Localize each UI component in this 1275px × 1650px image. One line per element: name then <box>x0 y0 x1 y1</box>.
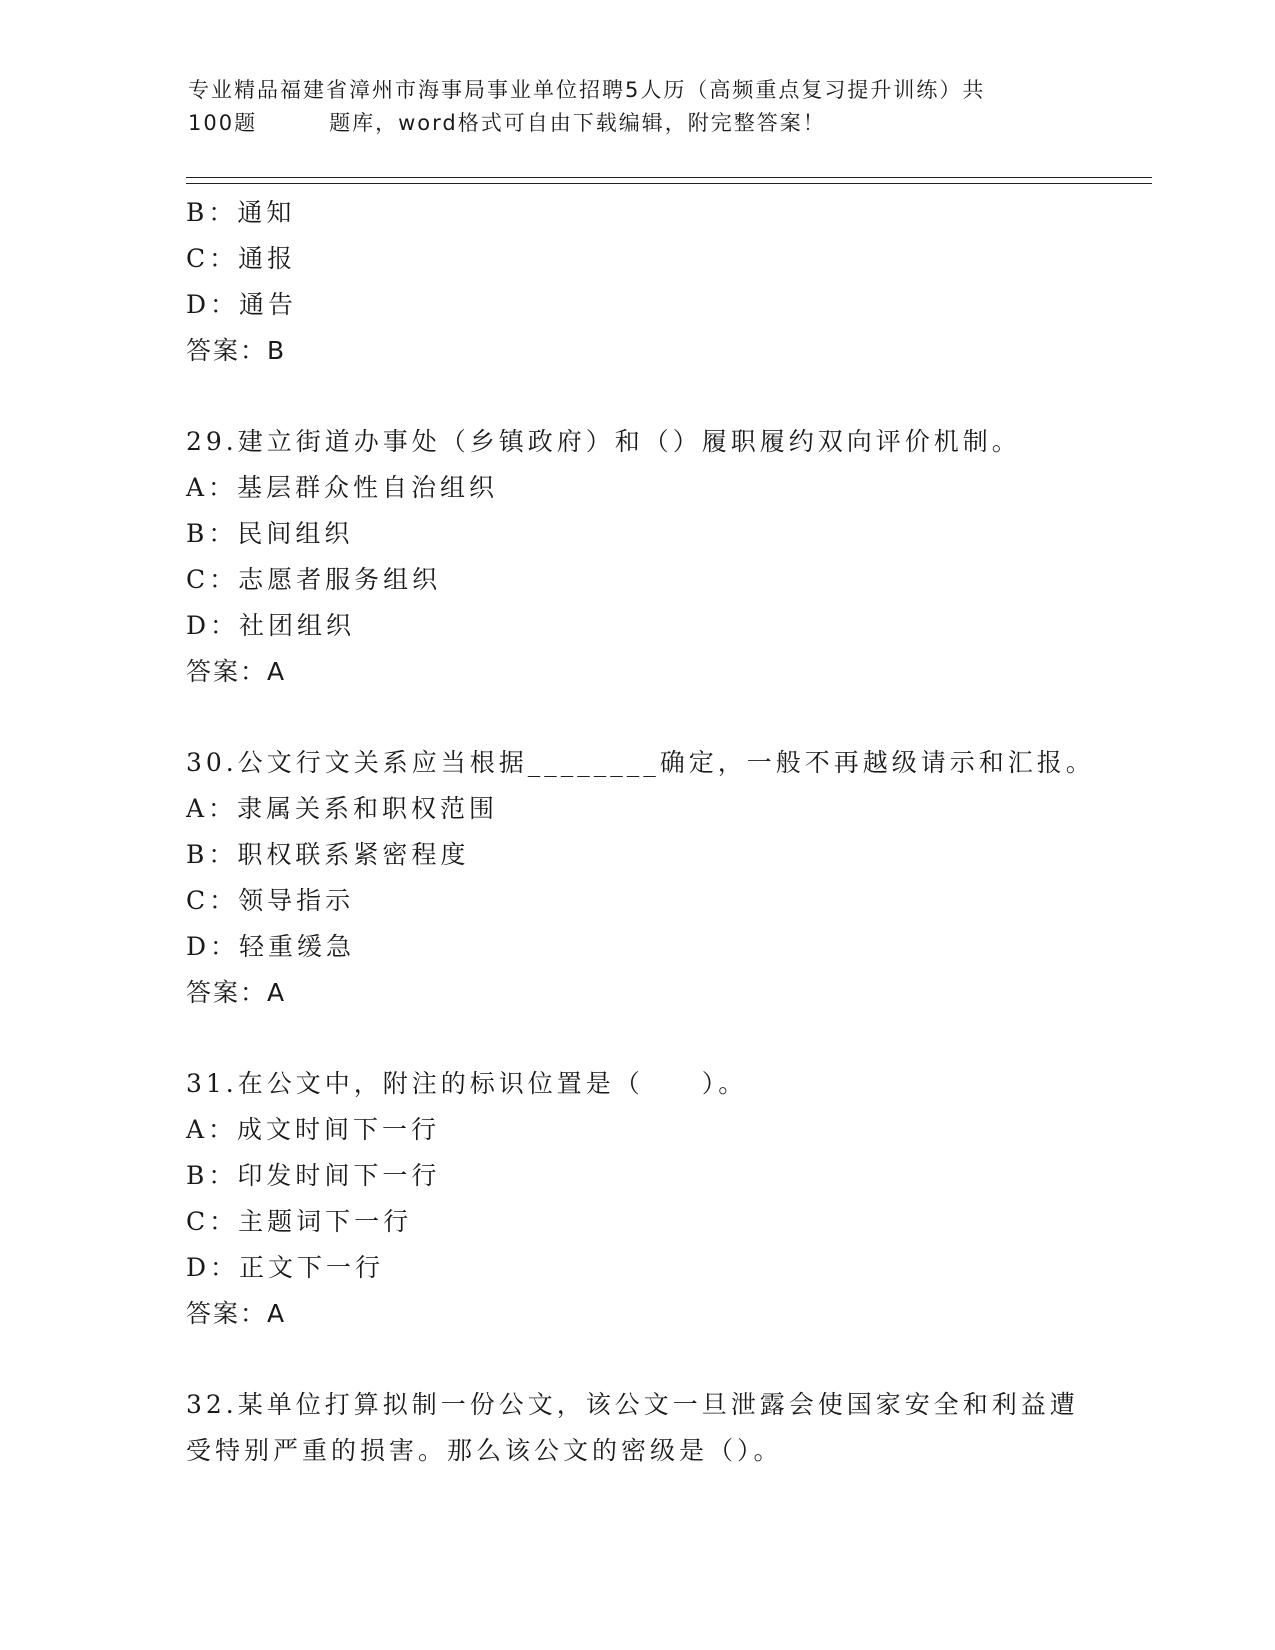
question-stem-line-2: 受特别严重的损害。那么该公文的密级是（）。 <box>186 1436 783 1465</box>
page-header <box>188 74 1068 140</box>
question-list <box>186 190 1146 1474</box>
answer-line: 答案：A <box>186 978 287 1007</box>
question-32 <box>186 1382 1146 1474</box>
header-title-line-1: 专业精品福建省漳州市海事局事业单位招聘5人历（高频重点复习提升训练）共 <box>188 78 986 102</box>
header-divider-bottom <box>186 183 1152 184</box>
header-description: 题库，word格式可自由下载编辑，附完整答案！ <box>329 111 826 135</box>
option-d: D：通告 <box>186 290 298 319</box>
question-stem: 31.在公文中，附注的标识位置是（ ）。 <box>186 1069 748 1098</box>
option-a: A：成文时间下一行 <box>186 1115 441 1144</box>
option-c: C：志愿者服务组织 <box>186 565 442 594</box>
answer-line: 答案：A <box>186 657 287 686</box>
option-d: D：正文下一行 <box>186 1253 385 1282</box>
question-31 <box>186 1061 1146 1337</box>
option-a: A：基层群众性自治组织 <box>186 473 499 502</box>
option-b: B：印发时间下一行 <box>186 1161 441 1190</box>
question-28-fragment <box>186 190 1146 374</box>
header-divider-top <box>186 177 1152 178</box>
option-b: B：通知 <box>186 198 296 227</box>
option-d: D：轻重缓急 <box>186 932 356 961</box>
header-question-count: 100题 <box>188 111 258 135</box>
option-b: B：民间组织 <box>186 519 354 548</box>
question-stem: 29.建立街道办事处（乡镇政府）和（）履职履约双向评价机制。 <box>186 427 1021 456</box>
option-c: C：领导指示 <box>186 886 355 915</box>
question-30 <box>186 740 1146 1016</box>
question-29 <box>186 419 1146 695</box>
header-title-line-2 <box>188 107 1068 140</box>
option-c: C：通报 <box>186 244 297 273</box>
question-stem: 30.公文行文关系应当根据________确定，一般不再越级请示和汇报。 <box>186 748 1095 777</box>
option-d: D：社团组织 <box>186 611 356 640</box>
option-c: C：主题词下一行 <box>186 1207 413 1236</box>
option-b: B：职权联系紧密程度 <box>186 840 470 869</box>
answer-line: 答案：B <box>186 336 287 365</box>
option-a: A：隶属关系和职权范围 <box>186 794 499 823</box>
answer-line: 答案：A <box>186 1299 287 1328</box>
question-stem-line-1: 32.某单位打算拟制一份公文，该公文一旦泄露会使国家安全和利益遭 <box>186 1390 1079 1419</box>
